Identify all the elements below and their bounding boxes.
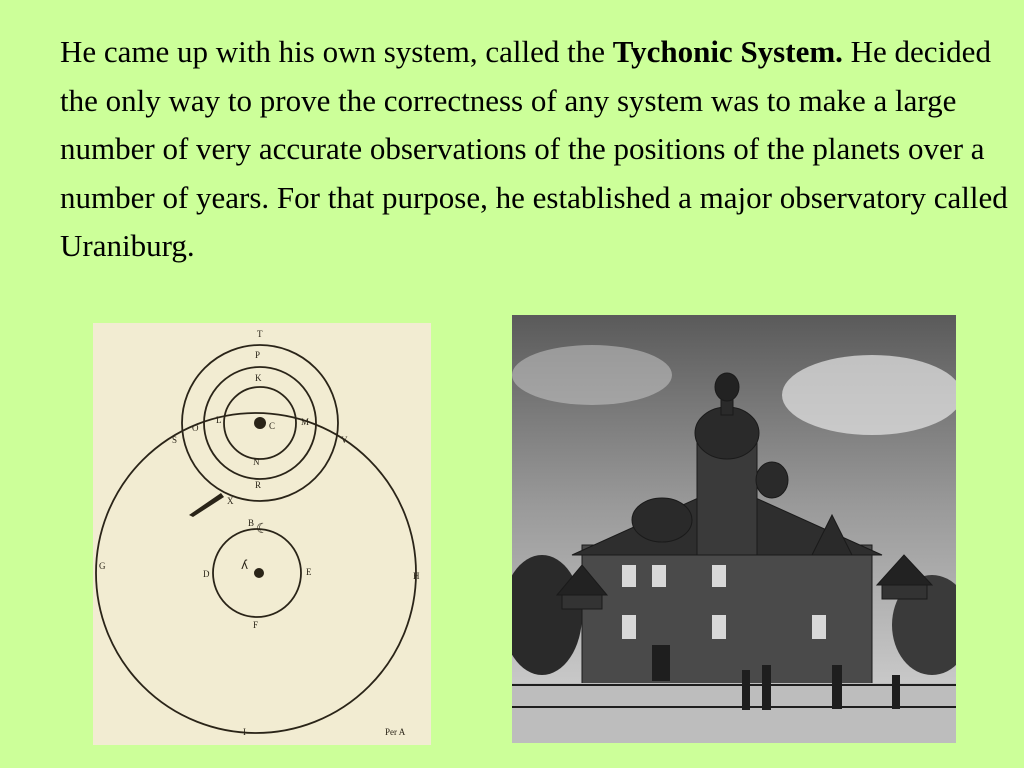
- label-p: P: [255, 350, 261, 360]
- slide-text-part2: He decided the only way to prove the correctness of any system was to make a large number of very accurate observations of the positions of the planets over a number of years. For that purpose, he established a major observatory called Uraniburg.: [60, 34, 1008, 263]
- label-r: R: [255, 480, 262, 490]
- ground: [512, 683, 956, 743]
- signature: Per A: [385, 727, 406, 737]
- window: [712, 615, 726, 639]
- label-v: V: [341, 435, 348, 445]
- figure: [892, 675, 900, 709]
- tychonic-system-term: Tychonic System.: [612, 34, 843, 69]
- slide-text-part1: He came up with his own system, called the: [60, 34, 613, 69]
- cloud: [512, 345, 672, 405]
- right-balcony: [882, 585, 927, 599]
- label-c: C: [269, 421, 276, 431]
- left-dome: [632, 498, 692, 542]
- figure: [832, 665, 842, 709]
- spire-dome: [715, 373, 739, 401]
- right-dome: [756, 462, 788, 498]
- label-d: D: [203, 569, 210, 579]
- label-b: B: [248, 518, 255, 528]
- label-i: I: [243, 727, 246, 737]
- window: [652, 565, 666, 587]
- label-s: S: [172, 435, 178, 445]
- entrance-door: [652, 645, 670, 681]
- sun-icon: [254, 417, 266, 429]
- label-e: E: [306, 567, 312, 577]
- window: [712, 565, 726, 587]
- label-l: L: [216, 415, 222, 425]
- label-f: F: [253, 620, 259, 630]
- label-k: K: [255, 373, 262, 383]
- window: [622, 615, 636, 639]
- label-t: T: [257, 329, 263, 339]
- earth-symbol: ʎ: [241, 558, 249, 572]
- window: [622, 565, 636, 587]
- label-n: N: [253, 457, 260, 467]
- label-h: H: [413, 571, 420, 581]
- uraniburg-engraving: [512, 315, 956, 743]
- uraniburg-illustration-svg: [512, 315, 956, 743]
- comet-icon: [189, 493, 224, 517]
- slide-body-text: [60, 28, 1010, 271]
- label-x: X: [227, 496, 234, 506]
- label-m: M: [301, 417, 310, 427]
- left-balcony: [562, 595, 602, 609]
- label-g: G: [99, 561, 106, 571]
- cloud: [782, 355, 956, 435]
- tychonic-system-diagram: [93, 323, 431, 745]
- earth-icon: [254, 568, 264, 578]
- moon-icon: ☾: [256, 521, 269, 537]
- figure: [762, 665, 771, 710]
- label-o: O: [192, 423, 199, 433]
- orbit-diagram-svg: [93, 323, 431, 745]
- figure: [742, 670, 750, 710]
- window: [812, 615, 826, 639]
